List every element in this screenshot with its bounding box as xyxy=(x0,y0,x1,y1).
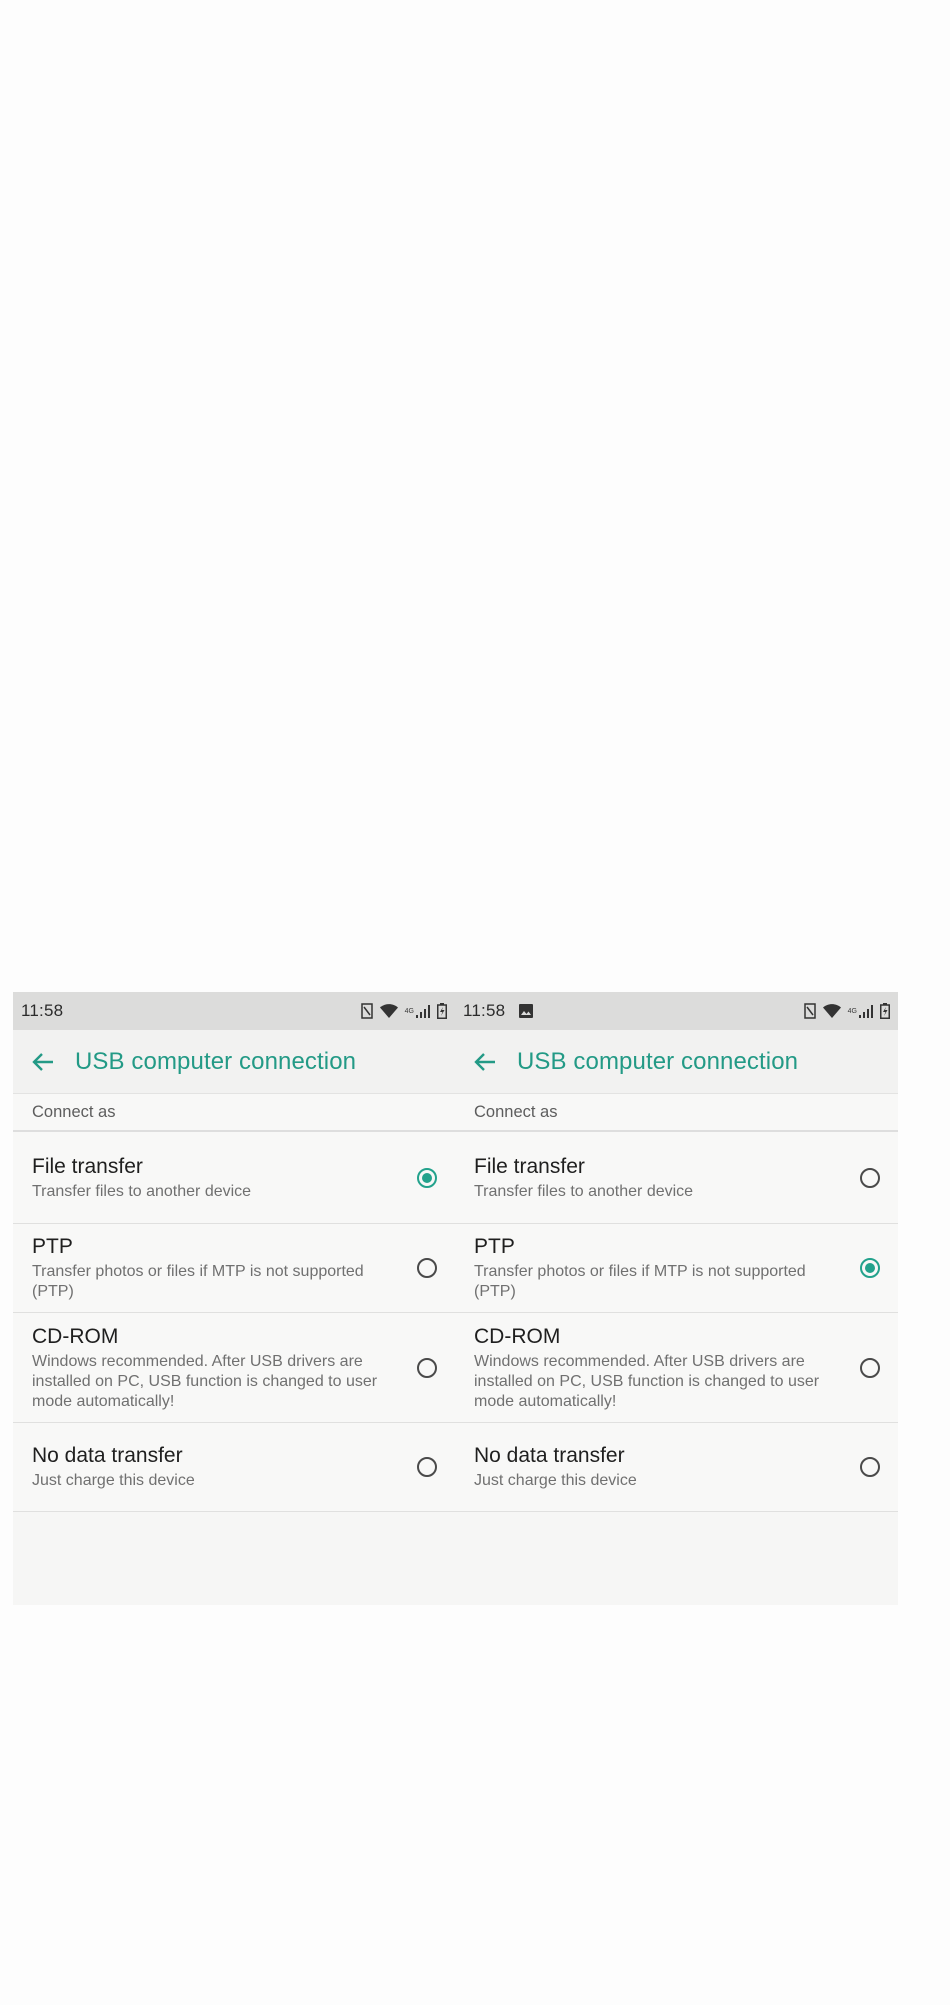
page-title: USB computer connection xyxy=(75,1047,357,1075)
option-subtitle: Transfer files to another device xyxy=(32,1182,252,1200)
option-title: PTP xyxy=(32,1235,73,1258)
back-button[interactable] xyxy=(13,1030,73,1094)
arrow-left-icon xyxy=(474,1053,496,1071)
option-title: No data transfer xyxy=(474,1444,625,1467)
section-header: Connect as xyxy=(455,1094,898,1132)
option-no-data-transfer[interactable] xyxy=(455,1423,898,1512)
option-subtitle: Transfer photos or files if MTP is not supported (PTP) xyxy=(474,1263,806,1300)
nfc-icon xyxy=(804,1003,816,1019)
option-subtitle: Windows recommended. After USB drivers are installed on PC, USB function is changed to user mode automatically! xyxy=(32,1352,378,1410)
option-title: No data transfer xyxy=(32,1444,183,1467)
option-ptp[interactable] xyxy=(455,1224,898,1313)
arrow-left-icon xyxy=(32,1053,54,1071)
radio-cd-rom[interactable] xyxy=(860,1358,880,1378)
radio-ptp[interactable] xyxy=(860,1258,880,1278)
wifi-icon xyxy=(823,1004,841,1018)
toolbar xyxy=(455,1030,898,1094)
option-ptp[interactable] xyxy=(13,1224,455,1313)
option-subtitle: Transfer files to another device xyxy=(474,1182,694,1200)
signal-4g-icon xyxy=(416,1005,430,1018)
nfc-icon xyxy=(361,1003,373,1019)
settings-panel-right xyxy=(455,992,898,1604)
radio-file-transfer[interactable] xyxy=(417,1168,437,1188)
empty-area xyxy=(13,1512,455,1605)
radio-no-data-transfer[interactable] xyxy=(860,1457,880,1477)
usb-mode-list xyxy=(455,1132,898,1512)
option-title: PTP xyxy=(474,1235,515,1258)
option-cd-rom[interactable] xyxy=(13,1313,455,1423)
page-title: USB computer connection xyxy=(517,1047,799,1075)
empty-area xyxy=(455,1512,898,1605)
option-no-data-transfer[interactable] xyxy=(13,1423,455,1512)
battery-charging-icon xyxy=(437,1003,447,1019)
network-type-label: 4G xyxy=(847,1007,857,1015)
screenshot-composite xyxy=(13,992,898,1604)
option-subtitle: Transfer photos or files if MTP is not supported (PTP) xyxy=(32,1263,364,1300)
option-title: File transfer xyxy=(474,1154,585,1178)
option-title: File transfer xyxy=(32,1154,143,1178)
option-title: CD-ROM xyxy=(474,1324,561,1348)
network-type-label: 4G xyxy=(404,1007,414,1015)
radio-no-data-transfer[interactable] xyxy=(417,1457,437,1477)
wifi-icon xyxy=(380,1004,398,1018)
usb-mode-list xyxy=(13,1132,455,1512)
option-file-transfer[interactable] xyxy=(13,1132,455,1224)
status-bar xyxy=(13,992,455,1030)
status-time: 11:58 xyxy=(21,1001,64,1020)
radio-ptp[interactable] xyxy=(417,1258,437,1278)
battery-charging-icon xyxy=(880,1003,890,1019)
option-subtitle: Windows recommended. After USB drivers are installed on PC, USB function is changed to user mode automatically! xyxy=(474,1352,820,1410)
status-icons xyxy=(361,1003,447,1019)
settings-panel-left xyxy=(13,992,455,1604)
back-button[interactable] xyxy=(455,1030,515,1094)
radio-cd-rom[interactable] xyxy=(417,1358,437,1378)
section-header: Connect as xyxy=(13,1094,455,1132)
toolbar xyxy=(13,1030,455,1094)
image-icon xyxy=(519,1004,533,1018)
status-time: 11:58 xyxy=(463,1001,506,1020)
option-file-transfer[interactable] xyxy=(455,1132,898,1224)
radio-file-transfer[interactable] xyxy=(860,1168,880,1188)
signal-4g-icon xyxy=(859,1005,873,1018)
option-subtitle: Just charge this device xyxy=(474,1472,637,1489)
option-title: CD-ROM xyxy=(32,1324,119,1348)
option-subtitle: Just charge this device xyxy=(32,1472,195,1489)
option-cd-rom[interactable] xyxy=(455,1313,898,1423)
status-icons xyxy=(804,1003,890,1019)
status-bar xyxy=(455,992,898,1030)
